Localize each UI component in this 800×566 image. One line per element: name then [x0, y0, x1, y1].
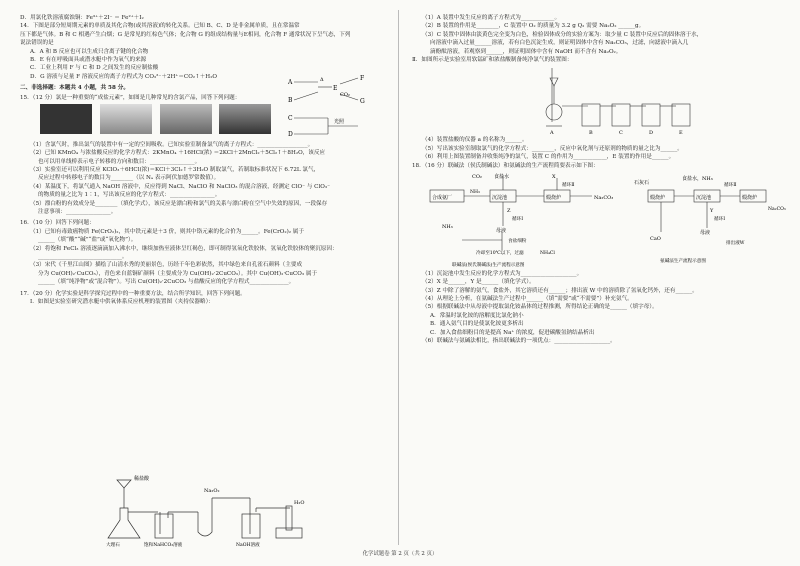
question-18-part-5: （5）根据联碱法中从母液中提取氯化铵晶体的过程推测，所得结论正确的是______（填字母）。: [422, 304, 658, 311]
node-b: B: [288, 97, 293, 104]
question-14-stem: 14．下图是部分短周期元素的单质及其化合物(或其溶液)的转化关系。已知 B、C、D 是非金属单质，且在常温常: [20, 23, 300, 30]
dropping-funnel: [117, 480, 131, 488]
node-d: D: [288, 131, 293, 138]
question-14-stem-3: 说法错误的是: [20, 40, 54, 47]
flow1-co2: CO₂: [472, 173, 482, 180]
collecting-tube: [286, 506, 292, 530]
question-15-part-3b: 反应过程中转移电子的数目为________（以 Nₐ 表示阿伏加德罗常数值）。: [38, 175, 220, 182]
flow1-saltwater: 食盐水: [494, 173, 510, 180]
question-18-part-6: （6）联碱法与氨碱法相比，指出联碱法的一项优点：____________________。: [422, 338, 616, 345]
flow2-cycle-ii: 循环Ⅱ: [724, 182, 737, 188]
question-16-part-1b: ______（填“酸”“碱”“盐”或“氧化物”）。: [38, 237, 137, 244]
flow2-limestone: 石灰石: [634, 179, 650, 186]
flask-a: [108, 508, 140, 538]
question-14-stem-2: 压下都是气体。B 和 C 相遇产生白烟；G 是常见的红棕色气体；化合物 G 的组成结构量与E相同，化合物 F 通常状况下呈气态，下列: [20, 31, 351, 38]
label-nahco3: 饱和NaHCO₃溶液: [144, 543, 183, 548]
question-14-option-b: B．E 有在呼吸面具或潜水艇中作为氧气的来源: [30, 56, 147, 63]
label-c: C: [619, 130, 623, 137]
left-column: [20, 14, 388, 548]
label-d: D: [649, 130, 654, 137]
flow2-calciner-b: 煅烧炉: [742, 194, 758, 201]
question-17-part-3b: 向溶液中滴入过量______溶液，若有白色沉淀生成，则证明固体中含有 Na₂CO₃，过滤，向滤液中滴入几: [430, 40, 689, 47]
u-tube-c: [198, 498, 212, 536]
question-16-part-1: （1）已知有毒致癌物质 Fe(CrO₂)₂，其中铁元素是＋3 价，则其中铬元素的化合价为______。Fe(CrO₂)₂ 属于: [30, 228, 304, 235]
flow2-mother-liquor: 母液: [700, 229, 711, 236]
question-15-part-3: （3）实验室还可以利用反应 KClO₃＋6HCl(浓)＝KCl＋3Cl₂↑＋3H₂O 制取氯气，若制取标准状况下 6.72L 氯气，: [30, 167, 320, 174]
label-heat: Δ: [320, 77, 324, 83]
flow2-y: Y: [710, 207, 714, 214]
trough-e: [276, 528, 302, 538]
product-photo-2: [100, 104, 152, 134]
node-g: G: [360, 98, 365, 105]
flow1-mother-liquor: 母液: [496, 227, 507, 234]
flow1-cycle-ii: 循环Ⅱ: [562, 182, 575, 188]
question-18-part-4: （4）从理论上分析，在氨碱法生产过程中______（填“需要”或“不需要”）补充氨气。: [422, 296, 633, 303]
question-16-part-3: （3）宋代《千里江山图》描绘了山清水秀的美丽景色，历经千年色彩依然，其中绿色来自孔雀石颜料（主要成: [30, 262, 303, 269]
chlorine-apparatus-diagram: [532, 64, 732, 136]
label-e: E: [679, 130, 683, 137]
question-18-part-1: （1）沉淀池中发生反应的化学方程式为____________________。: [422, 270, 583, 277]
oxygen-apparatus-diagram: [100, 468, 320, 548]
question-17-part-2: （2）B 装置的作用是________，C 装置中 O₂ 的质量为 3.2 g Q₂ 需要 Na₂O₂ ______g。: [422, 23, 645, 30]
node-c: C: [288, 115, 293, 122]
label-water: H₂O: [294, 500, 305, 506]
label-na2o2: Na₂O₂: [204, 488, 220, 494]
right-column: [412, 14, 786, 345]
label-naoh: NaOH溶液: [236, 543, 260, 548]
question-17-part-4: （4）装置盐酸的仪器 a 的名称为______。: [422, 137, 528, 144]
soda-process-flow-diagrams: [412, 170, 786, 270]
product-photo-1: [40, 104, 92, 134]
question-18-option-c: C．加入食盐细粉目的是提高 Na⁺ 的浓度，促进碳酸氢钠结晶析出: [430, 329, 595, 336]
question-13-option-d: D．用氯化铁溶液腐蚀铜：Fe³⁺＋2I⁻ ＝ Fe²⁺＋I₂: [20, 15, 144, 21]
label-a: A: [550, 130, 554, 137]
question-17-part-3: （3）C 装置中固体由淡黄色完全变为白色，检验固体成分的实验方案为：取少量 C 装置中反应后的固体溶于水，: [422, 31, 703, 38]
flow1-title: 联碱法(侯氏制碱法)生产流程示意图: [452, 262, 525, 268]
question-18-part-2: （2）X 是______，Y 是______（填化学式）。: [422, 279, 535, 286]
column-divider: [398, 10, 399, 545]
question-17-part-ii: Ⅱ．如图所示是实验室用软锰矿和浓盐酸制备纯净氯气的装置图：: [412, 56, 573, 63]
question-17-part-6: （6）利用上图装置制备并收集纯净的氯气，装置 C 的作用为____________，E 装置的作用是______。: [422, 154, 675, 161]
flow1-calciner: 煅烧炉: [546, 194, 562, 201]
section-heading: 二、非选择题：本题共 4 小题，共 58 分。: [20, 85, 129, 92]
flow1-nh4cl: NH₄Cl: [540, 250, 555, 256]
question-18-option-a: A．常温时氯化铵的溶解度比氯化钠小: [430, 312, 524, 319]
question-15-part-2: （2）已知 KMnO₄ 与浓盐酸反应的化学方程式：2KMnO₄ ＋16HCl(浓) ＝2KCl＋2MnCl₂＋5Cl₂↑＋8H₂O，该反应: [30, 150, 326, 157]
question-16-part-3b: 分为 Cu(OH)₂·CuCO₃），青色来自蓝铜矿颜料（主要成分为 Cu(OH)₂·2CuCO₃）。其中 Cu(OH)₂·CuCO₃ 属于: [38, 270, 318, 277]
flow1-z: Z: [507, 207, 511, 214]
question-14-option-a: A．A 和 B 反应也可以生成只含离子键的化合物: [30, 48, 149, 55]
question-15-part-4: （4）某温度下，将氯气通入 NaOH 溶液中，反应得到 NaCl、NaClO 和 NaClO₃ 的混合溶液，经测定 ClO⁻ 与 ClO₃⁻: [30, 183, 331, 190]
bottle-b: [155, 514, 173, 538]
product-photo-4: [219, 104, 271, 134]
question-17-part-3c: 滴酚酞溶液，若观察到______，则证明固体中含有 NaOH 而不含有 Na₂O₂。: [430, 48, 622, 55]
node-a: A: [288, 79, 293, 86]
label-funnel: 稀盐酸: [134, 476, 150, 482]
flow1-cycle-i: 循环Ⅰ: [512, 216, 524, 222]
question-17-stem: 17．（20 分）化学实验是科学探究过程中的一种重要方法，结合所学知识，回答下列问题。: [20, 290, 246, 297]
flow1-nh3-2: NH₃: [442, 223, 453, 230]
question-18-part-3: （3）Z 中除了溶解的氨气，食盐外，其它溶质还有______；排出液 W 中的溶质除了氢氧化钙外，还有______。: [422, 287, 698, 294]
page-footer: 化学试题卷 第 2 页（共 2 页）: [362, 550, 438, 557]
question-14-option-d: D．G 溶液与足量 F 溶液反应的离子方程式为 CO₃²⁻＋2H⁺＝CO₂↑＋H₂O: [30, 73, 218, 80]
flow1-cooling: 冷却至10℃以下，过滤: [476, 250, 524, 256]
question-15-part-2b: 也可以用单线桥表示电子转移的方向和数目：________________。: [38, 158, 201, 165]
flow2-cycle-i: 循环Ⅰ: [714, 216, 726, 222]
flow2-calciner-a: 煅烧炉: [650, 194, 666, 201]
question-14-option-c: C．工业上利用 F 与 C 和 D 之间发生的反应制盐酸: [30, 65, 159, 72]
flow1-precipitation-tank: 沉淀池: [492, 194, 508, 201]
flow1-salt-powder: 食盐细粉: [508, 238, 527, 244]
question-17-part-1: （1）A 装置中发生反应的离子方程式为____________。: [422, 15, 561, 21]
flow1-product: Na₂CO₃: [594, 194, 614, 201]
question-15-part-5: （5）漂白粉的有效成分是________（填化学式），该反应是漂白粉和氯气的关系与漂白粉在空气中失效的原因，一段保存: [30, 200, 328, 207]
flow1-ammonia-plant: 合成氨厂: [432, 194, 453, 201]
question-18-option-b: B．通入氨气目的是使氯化铵更多析出: [430, 321, 524, 328]
node-f: F: [360, 75, 365, 82]
question-15-part-4b: 的物质的量之比为 1∶1，写出该反应的化学方程式：________________。: [38, 192, 221, 199]
node-e: E: [333, 85, 338, 92]
label-light: 光照: [334, 119, 345, 125]
label-marble: 大理石: [106, 543, 120, 548]
question-16-part-2: （2）将饱和 FeCl₃ 溶液逐滴滴加入沸水中，继续加热至液体呈红褐色，即可制得氢氧化铁胶体，氢氧化铁胶体的聚沉原因：: [30, 245, 338, 252]
flow1-nh3: NH₃: [470, 189, 480, 195]
label-co2: CO₂: [340, 92, 350, 98]
question-16-stem: 16．（10 分）回答下列问题：: [20, 220, 95, 227]
flow2-title: 氨碱法生产流程示意图: [660, 258, 706, 264]
product-photo-3: [160, 104, 212, 134]
label-b: B: [589, 130, 593, 137]
question-15-stem: 15．（12 分）氯是一种重要的“成盐元素”，如图是几种常见的含氯产品，回答下列问题：: [20, 94, 241, 101]
question-15-part-5b: 注意事项：________________。: [38, 209, 117, 216]
flow1-x: X: [552, 173, 556, 180]
question-16-part-2b: ______________________________。: [38, 253, 128, 260]
question-15-part-1: （1）含氯气时，推出氯气的装置中有一定的空间吸收。已知实验室制备氯气的离子方程式：__________________。: [30, 141, 314, 148]
flow2-saltwater-nh3: 食盐水，NH₃: [682, 175, 713, 182]
flow2-product: Na₂CO₃: [768, 206, 786, 212]
flow2-precipitation-tank: 沉淀池: [696, 194, 712, 201]
bottle-d: [242, 514, 260, 538]
question-17-part-5: （5）写出该实验室制取氯气的化学方程式：________，反应中氧化剂与还原剂的物质的量之比为______。: [422, 145, 683, 152]
conversion-scheme-diagram: [288, 72, 378, 150]
flow2-discharge-w: 排出液W: [726, 240, 745, 246]
question-18-stem: 18．（16 分）联碱法（侯氏制碱法）和氨碱法的生产流程简要表示如下图：: [412, 162, 599, 169]
question-16-part-3c: ______（填“纯净物”或“混合物”）。写出 Cu(OH)₂·2CuCO₃ 与盐酸反应的化学方程式______________。: [38, 279, 295, 286]
question-17-part-i: Ⅰ．如图是实验室研究潜水艇中供氧体系反应机理的装置图（夹持仪器略）：: [30, 298, 215, 305]
flow2-cao: CaO: [650, 235, 661, 242]
